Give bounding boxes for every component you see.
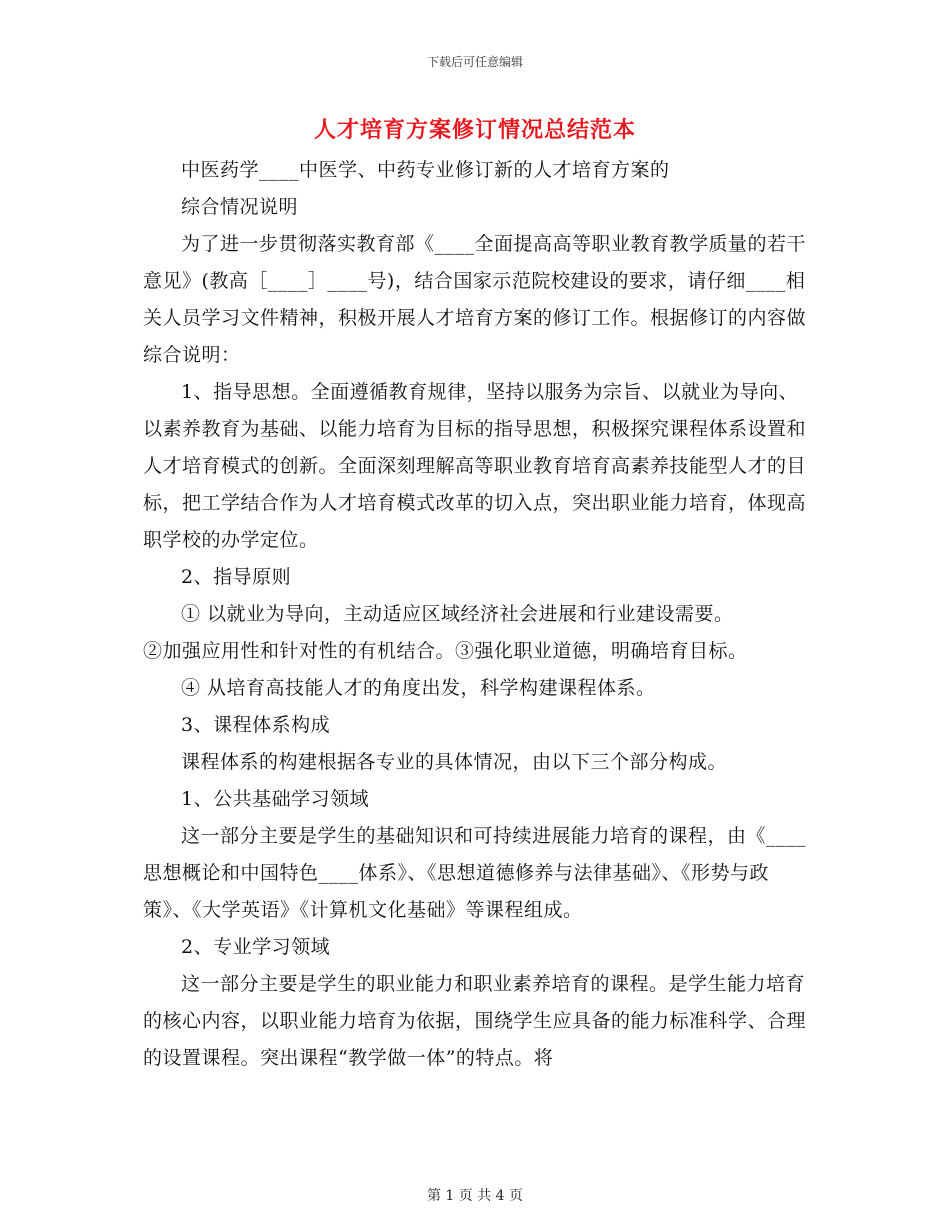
professional-paragraph: 这一部分主要是学生的职业能力和职业素养培育的课程。是学生能力培育的核心内容，以职业能力培育为依据，围绕学生应具备的能力标准科学、合理的设置课程。突出课程“教学做一体”的特点。将	[143, 973, 807, 1069]
page-header-note: 下载后可任意编辑	[426, 55, 523, 69]
subtitle-line-2: 综合情况说明	[181, 196, 299, 218]
subtitle-line-1: 中医药学____中医学、中药专业修订新的人才培育方案的	[181, 159, 670, 181]
public-basic-paragraph: 这一部分主要是学生的基础知识和可持续进展能力培育的课程，由《____思想概论和中国特色____体系》、《思想道德修养与法律基础》、《形势与政策》、《大学英语》《计算机文化基础》等课程组成。	[143, 825, 807, 921]
document-title: 人才培育方案修订情况总结范本	[313, 118, 636, 143]
subsection-professional: 2、专业学习领域	[181, 936, 331, 958]
intro-paragraph: 为了进一步贯彻落实教育部《____全面提高高等职业教育教学质量的若干意见》(教高［____］____号)，结合国家示范院校建设的要求，请仔细____相关人员学习文件精神，积极开展人才培育方案的修订工作。根据修订的内容做综合说明：	[143, 233, 807, 366]
principle-item-4: ④ 从培育高技能人才的角度出发，科学构建课程体系。	[181, 677, 656, 699]
document-body	[143, 152, 810, 1077]
section-guiding-principle-heading: 2、指导原则	[181, 566, 292, 588]
page-footer: 第 1 页 共 4 页	[426, 1188, 524, 1204]
curriculum-intro: 课程体系的构建根据各专业的具体情况，由以下三个部分构成。	[181, 751, 728, 773]
section-guiding-thought: 1、指导思想。全面遵循教育规律，坚持以服务为宗旨、以就业为导向、以素养教育为基础、以能力培育为目标的指导思想，积极探究课程体系设置和人才培育模式的创新。全面深刻理解高等职业教育培育高素养技能型人才的目标，把工学结合作为人才培育模式改革的切入点，突出职业能力培育，体现高职学校的办学定位。	[143, 381, 807, 551]
section-curriculum-heading: 3、课程体系构成	[181, 714, 331, 736]
principle-item-1: ① 以就业为导向，主动适应区域经济社会进展和行业建设需要。	[181, 603, 734, 625]
subsection-public-basic: 1、公共基础学习领域	[181, 788, 370, 810]
principle-item-2-3: ②加强应用性和针对性的有机结合。③强化职业道德，明确培育目标。	[143, 640, 748, 662]
